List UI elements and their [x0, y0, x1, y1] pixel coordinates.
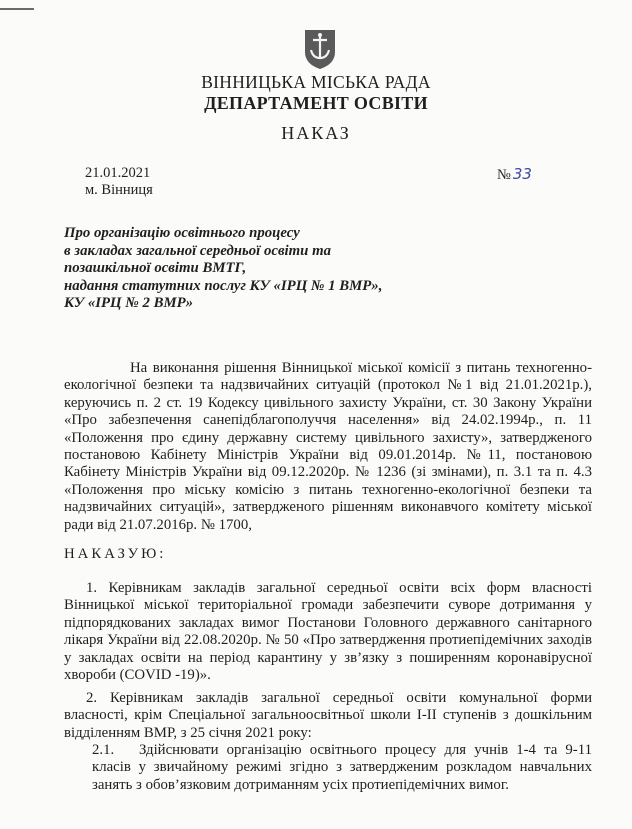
subject-line: позашкільної освіти ВМТГ,: [64, 260, 247, 277]
subject-line: Про організацію освітнього процесу: [64, 225, 300, 241]
subject-line: КУ «ІРЦ № 2 ВМР»: [64, 295, 194, 312]
order-item-2-1: [92, 742, 592, 794]
council-name: ВІННИЦЬКА МІСЬКА РАДА: [201, 72, 431, 92]
subject-line: надання статутних послуг КУ «ІРЦ № 1 ВМР»,: [64, 277, 383, 294]
scan-edge-mark: [0, 8, 34, 10]
order-date: 21.01.2021: [85, 165, 151, 181]
subject-line: в закладах загальної середньої освіти та: [64, 242, 332, 259]
order-item-2-1-text: Здійснювати організацію освітнього процесу для учнів 1-4 та 9-11 класів у звичайному режимі згідно з затвердженим розкладом навчальних занять з обов’язковим дотриманням усіх протиепідемічних вимог.: [92, 742, 592, 793]
order-item-2: 2. Керівникам закладів загальної середньої освіти комунальної форми власності, крім Спеціальної загальноосвітньої школи І-ІІ ступенів з дошкільним відділенням ВМР, з 25 січня 2021 року:: [64, 690, 592, 741]
order-item-1: 1. Керівникам закладів загальної середньої освіти всіх форм власності Вінницької міської територіальної громади забезпечити суворе дотримання у підпорядкованих закладах вимог Постанови Головного державного санітарного лікаря України від 22.08.2020р. № 50 «Про затвердження протиепідемічних заходів у закладах освіти на період карантину у зв’язку з поширенням коронавірусної хвороби (COVID -19)».: [64, 580, 592, 684]
order-number: [497, 165, 532, 184]
order-number-value: 33: [512, 165, 532, 183]
vinnytsia-coat-of-arms-icon: [303, 28, 337, 70]
order-item-2-1-label: 2.1.: [92, 742, 115, 758]
preamble-paragraph: На виконання рішення Вінницької міської комісії з питань техногенно-екологічної безпеки та надзвичайних ситуацій (протокол №1 від 21.01.2021р.), керуючись п. 2 ст. 19 Кодексу цивільного захисту України, ст. 30 Закону України «Про забезпечення санепідблагополуччя населення» від 24.02.1994р., п. 11 «Положення про єдину державну систему цивільного захисту», затвердженого постановою Кабінету Міністрів України від 09.01.2014р. №11, постановою Кабінету Міністрів України від 09.12.2020р. № 1236 (зі змінами), п. 3.1 та п. 4.3 «Положення про міську комісію з питань техногенно-екологічної безпеки та надзвичайних ситуацій», затвердженого рішенням виконавчого комітету міської ради від 21.07.2016р. № 1700,: [64, 360, 592, 533]
order-city: м. Вінниця: [85, 182, 153, 198]
document-type-title: НАКАЗ: [281, 123, 351, 143]
order-subject: [64, 225, 444, 313]
order-heading-nakazuyu: НАКАЗУЮ:: [64, 546, 167, 562]
department-name: ДЕПАРТАМЕНТ ОСВІТИ: [204, 93, 428, 113]
order-number-label: №: [497, 167, 511, 183]
